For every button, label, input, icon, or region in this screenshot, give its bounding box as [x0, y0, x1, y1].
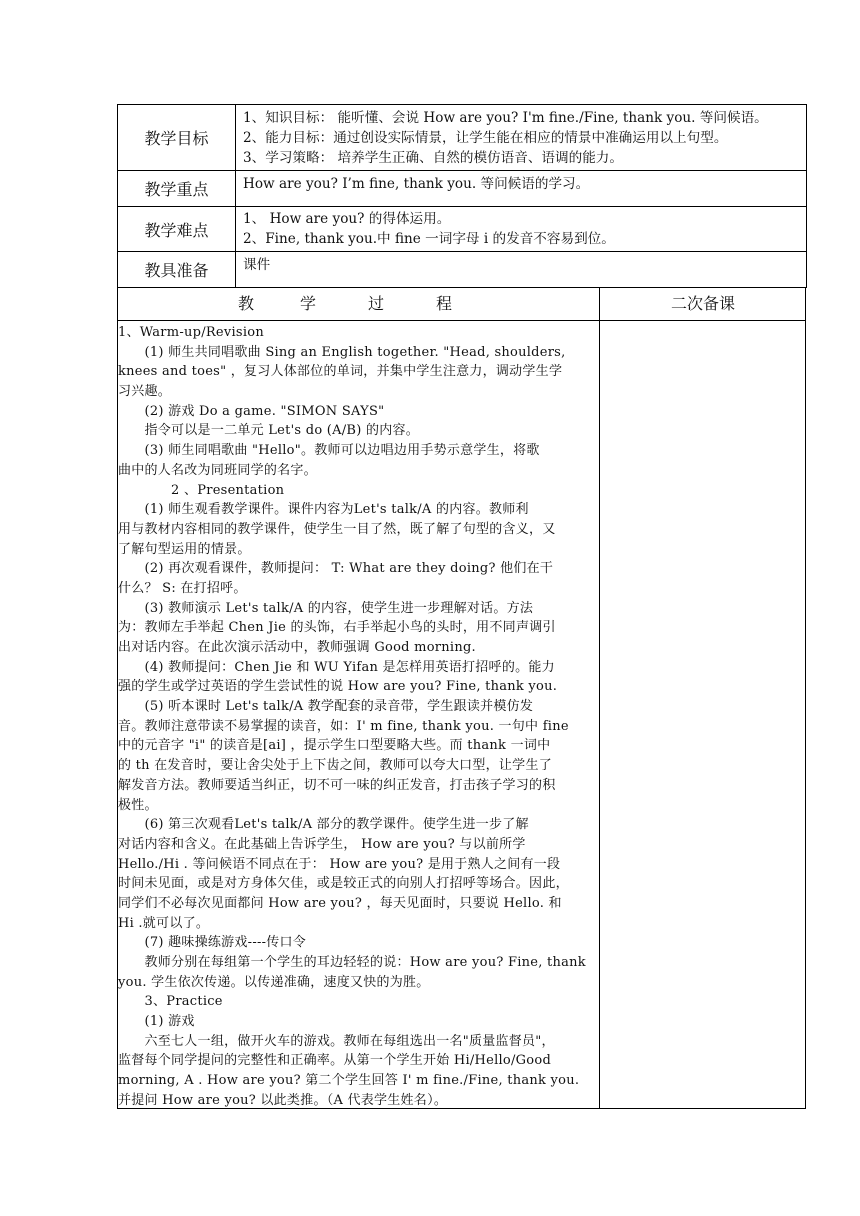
process-line: Hello./Hi . 等问候语不同点在于： How are you? 是用于熟人之间有一段: [118, 856, 561, 872]
process-line: knees and toes" ，复习人体部位的单词，并集中学生注意力，调动学生学: [118, 364, 563, 380]
process-line: (3) 教师演示 Let's talk/A 的内容，使学生进一步理解对话。方法: [118, 600, 534, 616]
process-line: (6) 第三次观看Let's talk/A 部分的教学课件。使学生进一步了解: [118, 817, 529, 833]
process-line: (2) 再次观看课件，教师提问： T: What are they doing? 他们在干: [118, 561, 554, 577]
process-line: 解发音方法。教师要适当纠正，切不可一味的纠正发音，打击孩子学习的积: [118, 777, 556, 793]
column-divider: [599, 321, 600, 1108]
process-line: 的 th 在发音时，要让舍尖处于上下齿之间，教师可以夸大口型，让学生了: [118, 758, 552, 774]
process-body-row: [117, 321, 806, 1109]
process-content: [118, 323, 596, 1111]
process-line: 1、Warm-up/Revision: [118, 325, 264, 340]
row-label-teaching-aids: 教具准备: [118, 252, 236, 288]
process-header-char: 学: [300, 294, 317, 313]
process-header-title: [118, 287, 600, 320]
teaching-aids-content: [236, 252, 807, 288]
objectives-content: [236, 105, 807, 171]
process-line: 六至七人一组，做开火车的游戏。教师在每组选出一名"质量监督员"，: [118, 1033, 555, 1049]
objective-line: 1、知识目标： 能听懂、会说 How are you? I'm fine./Fine, thank you. 等问候语。: [243, 109, 768, 126]
table-row: [118, 105, 807, 171]
process-header-char: 教: [238, 294, 255, 313]
process-line: (7) 趣味操练游戏----传口令: [118, 935, 307, 951]
process-line: Hi .就可以了。: [118, 915, 210, 931]
process-line: 曲中的人名改为同班同学的名字。: [118, 462, 317, 478]
process-line: 用与教材内容相同的教学课件，使学生一目了然，既了解了句型的含义，又: [118, 521, 556, 537]
process-line: 同学们不必每次见面都问 How are you? ，每天见面时，只要说 Hello. 和: [118, 895, 562, 911]
process-line: 为：教师左手举起 Chen Jie 的头饰，右手举起小鸟的头时，用不同声调引: [118, 620, 556, 636]
process-line: 强的学生或学过英语的学生尝试性的说 How are you? Fine, thank you.: [118, 679, 558, 695]
process-line: 什么？ S: 在打招呼。: [118, 580, 247, 596]
table-row: [118, 171, 807, 207]
process-line: 并提问 How are you? 以此类推。（A 代表学生姓名）。: [118, 1092, 448, 1108]
process-line: you. 学生依次传递。以传递准确，速度又快的为胜。: [118, 974, 430, 990]
key-point-line: How are you? I’m fine, thank you. 等问候语的学习。: [243, 176, 590, 192]
key-points-content: [236, 171, 807, 207]
process-line: 出对话内容。在此次演示活动中，教师强调 Good morning.: [118, 640, 476, 655]
process-line: 2 、Presentation: [118, 482, 285, 498]
process-header-row: [117, 287, 806, 321]
process-line: 了解句型运用的情景。: [118, 541, 251, 557]
row-label-difficulties: 教学难点: [118, 207, 236, 252]
difficulty-line: 1、 How are you? 的得体运用。: [243, 211, 451, 227]
process-line: 监督每个同学提问的完整性和正确率。从第一个学生开始 Hi/Hello/Good: [118, 1053, 552, 1069]
teaching-aid-line: 课件: [243, 257, 271, 273]
process-line: (2) 游戏 Do a game. "SIMON SAYS": [118, 403, 385, 419]
table-row: [118, 252, 807, 288]
process-line: (3) 师生同唱歌曲 "Hello"。教师可以边唱边用手势示意学生，将歌: [118, 443, 540, 459]
process-line: (1) 师生观看教学课件。课件内容为Let's talk/A 的内容。教师利: [118, 502, 529, 518]
process-line: 时间未见面，或是对方身体欠佳，或是较正式的向别人打招呼等场合。因此，: [118, 876, 569, 892]
process-line: 音。教师注意带读不易掌握的读音，如：I' m fine, thank you. 一句中 fine: [118, 718, 569, 734]
process-line: 中的元音字 "i" 的读音是[ai] ，提示学生口型要略大些。而 thank 一词中: [118, 738, 551, 754]
process-line: (5) 听本课时 Let's talk/A 教学配套的录音带，学生跟读并模仿发: [118, 699, 534, 715]
process-line: 极性。: [118, 797, 158, 813]
row-label-objectives: 教学目标: [118, 105, 236, 171]
objective-line: 2、能力目标：通过创设实际情景，让学生能在相应的情景中准确运用以上句型。: [243, 129, 728, 146]
process-line: (4) 教师提问：Chen Jie 和 WU Yifan 是怎样用英语打招呼的。能力: [118, 659, 555, 675]
process-line: (1) 师生共同唱歌曲 Sing an English together. "Head, shoulders,: [118, 344, 566, 360]
process-line: morning, A . How are you? 第二个学生回答 I' m fine./Fine, thank you.: [118, 1073, 580, 1089]
process-line: 教师分别在每组第一个学生的耳边轻轻的说：How are you? Fine, thank: [118, 955, 586, 970]
difficulties-content: [236, 207, 807, 252]
process-line: 习兴趣。: [118, 384, 172, 400]
process-header-char: 过: [368, 294, 385, 313]
difficulty-line: 2、Fine, thank you.中 fine 一词字母 i 的发音不容易到位。: [243, 231, 615, 247]
objective-line: 3、学习策略： 培养学生正确、自然的模仿语音、语调的能力。: [243, 149, 623, 166]
lesson-info-table: [117, 104, 807, 288]
row-label-key-points: 教学重点: [118, 171, 236, 207]
secondary-prep-header: 二次备课: [670, 294, 735, 313]
table-row: [118, 207, 807, 252]
process-line: 对话内容和含义。在此基础上告诉学生， How are you? 与以前所学: [118, 836, 526, 852]
process-line: 指令可以是一二单元 Let's do (A/B) 的内容。: [118, 423, 419, 439]
process-line: 3、Practice: [118, 994, 223, 1010]
process-line: (1) 游戏: [118, 1014, 195, 1030]
process-header-char: 程: [436, 294, 453, 313]
